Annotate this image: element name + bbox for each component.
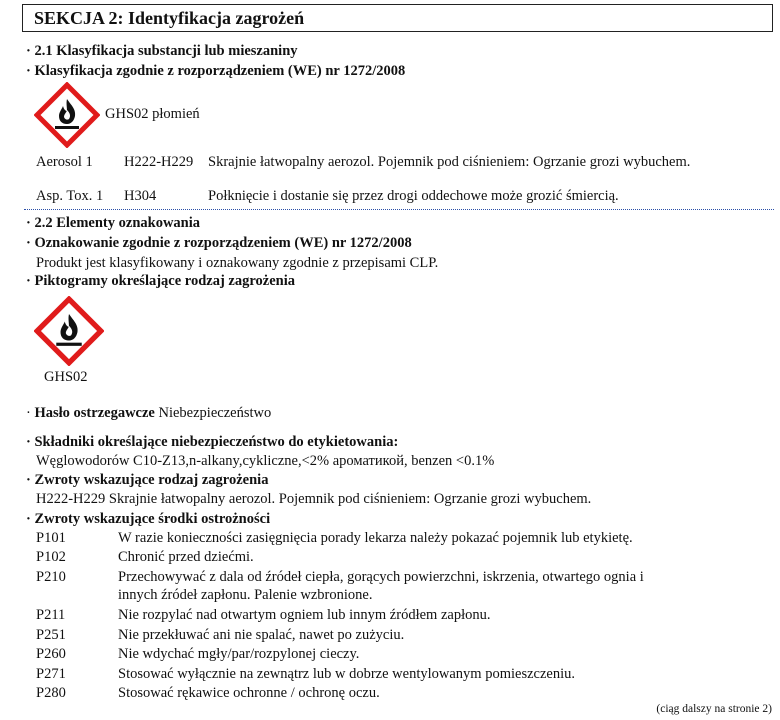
pictograms-heading: · Piktogramy określające rodzaj zagrożenia	[26, 273, 296, 289]
pictogram-label: GHS02 płomień	[105, 106, 200, 122]
classification-text: Skrajnie łatwopalny aerozol. Pojemnik pod ciśnieniem: Ogrzanie grozi wybuchem.	[208, 154, 691, 170]
precaution-code: P251	[36, 627, 66, 643]
classification-text: Połknięcie i dostanie się przez drogi oddechowe może grozić śmiercią.	[208, 188, 619, 204]
precaution-code: P280	[36, 685, 66, 701]
precaution-heading: · Zwroty wskazujące środki ostrożności	[26, 511, 271, 527]
components-heading: · Składniki określające niebezpieczeństwo do etykietowania:	[26, 434, 399, 450]
precaution-code: P102	[36, 549, 66, 565]
precaution-text: Nie przekłuwać ani nie spalać, nawet po zużyciu.	[118, 627, 405, 643]
precaution-code: P211	[36, 607, 66, 623]
precaution-text: Chronić przed dziećmi.	[118, 549, 254, 565]
section-2-1-heading: · 2.1 Klasyfikacja substancji lub mieszaniny	[26, 43, 298, 59]
precaution-text: Przechowywać z dala od źródeł ciepła, gorących powierzchni, iskrzenia, otwartego ognia i	[118, 569, 644, 585]
pictogram-label: GHS02	[44, 369, 88, 385]
classification-code: H222-H229	[124, 154, 194, 170]
ghs02-flame-icon	[34, 296, 104, 366]
precaution-text: Stosować wyłącznie na zewnątrz lub w dobrze wentylowanym pomieszczeniu.	[118, 666, 575, 682]
continued-note: (ciąg dalszy na stronie 2)	[656, 703, 772, 715]
precaution-text: innych źródeł zapłonu. Palenie wzbronione.	[118, 587, 373, 603]
section-title: SEKCJA 2: Identyfikacja zagrożeń	[34, 8, 305, 28]
precaution-text: Stosować rękawice ochronne / ochronę oczu.	[118, 685, 380, 701]
section-2-1-subheading: · Klasyfikacja zgodnie z rozporządzeniem (WE) nr 1272/2008	[26, 63, 406, 79]
ghs02-flame-icon	[34, 82, 100, 148]
clp-text: Produkt jest klasyfikowany i oznakowany zgodnie z przepisami CLP.	[36, 255, 439, 271]
precaution-code: P260	[36, 646, 66, 662]
signal-word: · Hasło ostrzegawcze Niebezpieczeństwo	[26, 405, 272, 421]
section-2-2-heading: · 2.2 Elementy oznakowania	[26, 215, 201, 231]
precaution-text: Nie wdychać mgły/par/rozpylonej cieczy.	[118, 646, 360, 662]
precaution-code: P101	[36, 530, 66, 546]
section-2-2-subheading: · Oznakowanie zgodnie z rozporządzeniem (WE) nr 1272/2008	[26, 235, 412, 251]
section-divider	[24, 209, 774, 210]
classification-code: H304	[124, 188, 157, 204]
hazard-heading: · Zwroty wskazujące rodzaj zagrożenia	[26, 472, 269, 488]
precaution-code: P271	[36, 666, 66, 682]
components-text: Węglowodorów C10-Z13,n-alkany,cykliczne,<2% ароматикой, benzen <0.1%	[36, 453, 495, 469]
classification-class: Asp. Tox. 1	[36, 188, 104, 204]
classification-class: Aerosol 1	[36, 154, 93, 170]
precaution-text: Nie rozpylać nad otwartym ogniem lub innym źródłem zapłonu.	[118, 607, 491, 623]
section-header	[22, 4, 773, 32]
precaution-code: P210	[36, 569, 66, 585]
precaution-text: W razie konieczności zasięgnięcia porady lekarza należy pokazać pojemnik lub etykietę.	[118, 530, 633, 546]
hazard-text: H222-H229 Skrajnie łatwopalny aerozol. Pojemnik pod ciśnieniem: Ogrzanie grozi wybuchem.	[36, 491, 592, 507]
